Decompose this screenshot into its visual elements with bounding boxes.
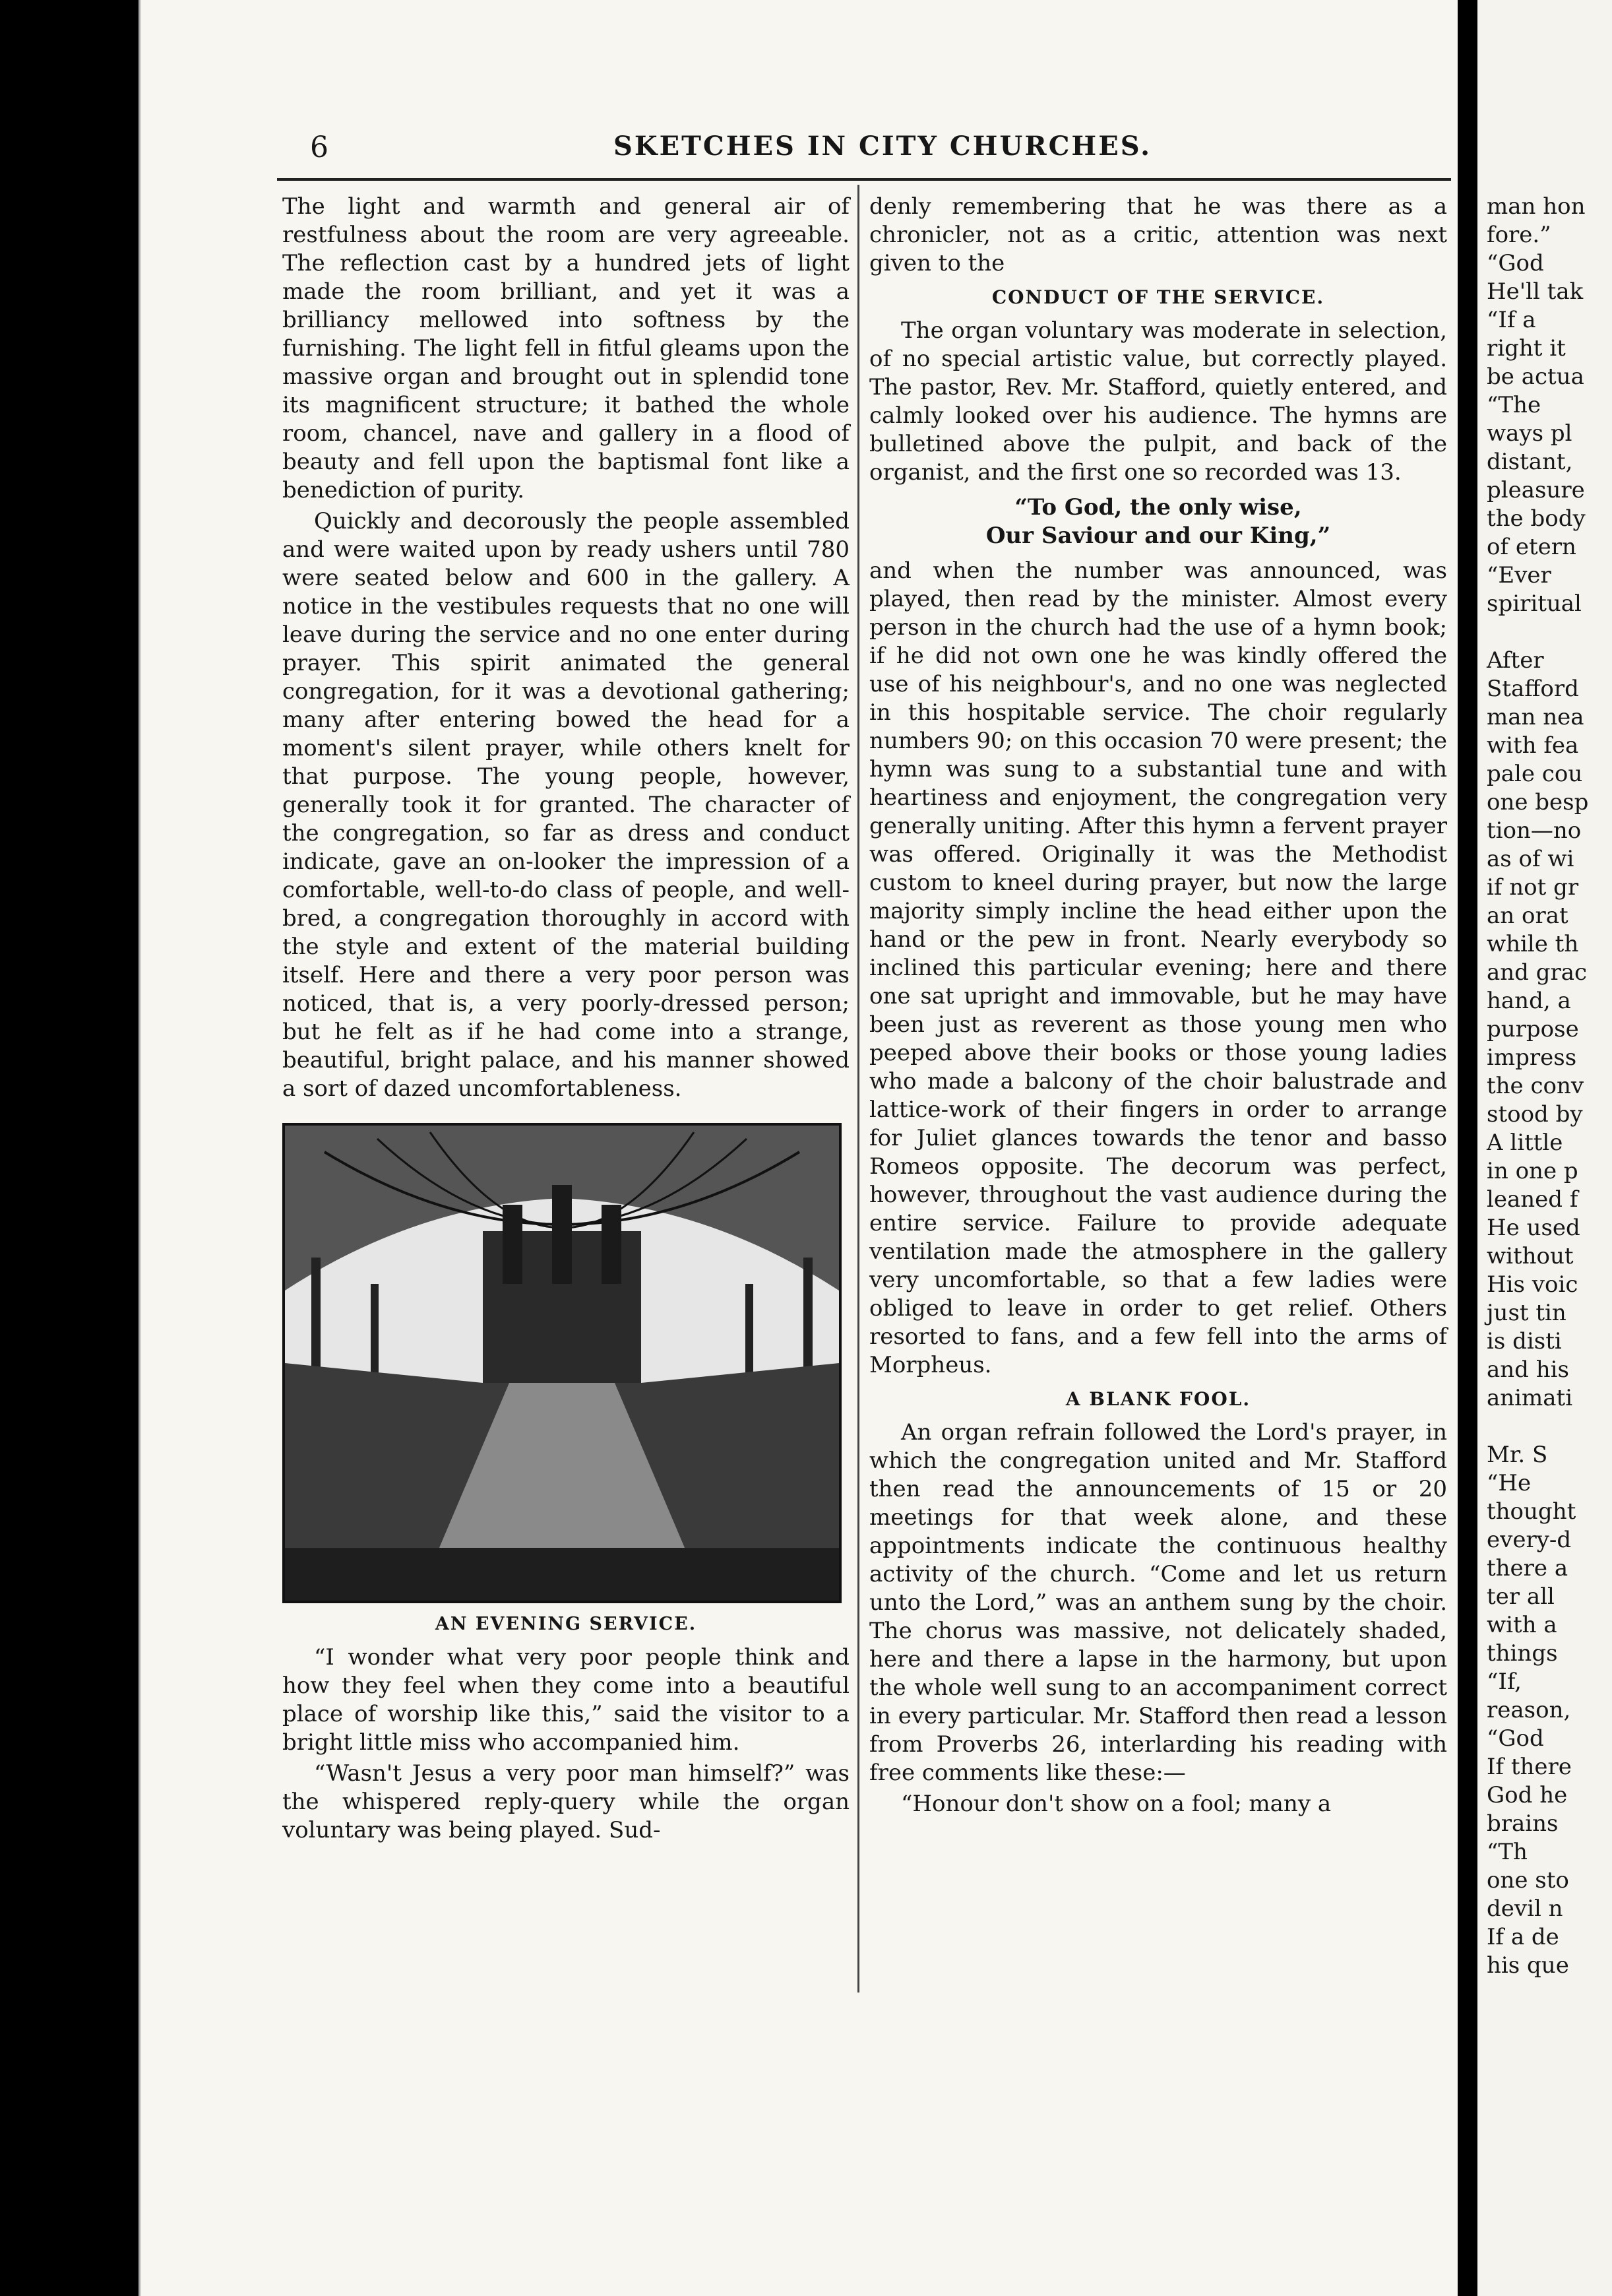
facing-page-line: distant, — [1487, 449, 1573, 475]
facing-page-line: his que — [1487, 1952, 1569, 1979]
facing-page-line: “God — [1487, 1725, 1544, 1752]
paragraph: The light and warmth and general air of restfulness about the room are very agreeable. The reflection cast by a hundred jets of light made the room brilliant, and yet it was a brilliancy mellowed into softness by the furnishing. The light fell in fitful gleams upon the massive organ and brought out in splendid tone its magnificent structure; it bathed the whole room, chancel, nave and gallery in a flood of beauty and fell upon the baptismal font like a benediction of purity. — [282, 193, 850, 503]
facing-page-line: pale cou — [1487, 761, 1583, 787]
paragraph: An organ refrain followed the Lord's prayer, in which the congregation united and Mr. Stafford then read the announcements of 15 or 20 meetings for that week alone, and these appointments indicate the continuous healthy activity of the church. “Come and let us return unto the Lord,” was an anthem sung by the choir. The chorus was massive, not delicately shaded, here and there a lapse in the harmony, but upon the whole well sung to an accompaniment correct in every particular. Mr. Stafford then read a lesson from Proverbs 26, interlarding his reading with free comments like these:— — [869, 1419, 1447, 1786]
facing-page-line: man hon — [1487, 193, 1586, 220]
facing-page-line: of etern — [1487, 534, 1576, 560]
facing-page-line: the conv — [1487, 1073, 1584, 1099]
facing-page-line: pleasure — [1487, 477, 1585, 503]
paragraph: and when the number was announced, was played, then read by the minister. Almost every person in the church had the use of a hymn book; if he did not own one he was kindly offered the use of his neighbour's, and no one was neglected in this hospitable service. The choir regularly numbers 90; on this occasion 70 were present; the hymn was sung to a substantial tune and with heartiness and enjoyment, the congregation very generally uniting. After this hymn a fervent prayer was offered. Originally it was the Methodist custom to kneel during prayer, but now the large majority simply incline the head either upon the hand or the pew in front. Nearly everybody so inclined this particular evening; here and there one sat upright and immovable, but he may have been just as reverent as those young men who peeped above their books or those young ladies who made a balcony of the choir balustrade and lattice-work of their fingers in order to arrange for Juliet glances towards the tenor and basso Romeos opposite. The decorum was perfect, however, throughout the vast audience during the entire service. Failure to provide adequate ventilation made the atmosphere in the gallery very uncomfortable, so that a few ladies were obliged to leave in order to get relief. Others resorted to fans, and a few fell into the arms of Morpheus. — [869, 558, 1447, 1378]
facing-page-line: “He — [1487, 1470, 1532, 1496]
paragraph: “Honour don't show on a fool; many a — [901, 1791, 1332, 1817]
facing-page-line: is disti — [1487, 1328, 1562, 1355]
facing-page-line: as of wi — [1487, 846, 1574, 872]
facing-page-line: right it — [1487, 335, 1566, 362]
facing-page-line: hand, a — [1487, 988, 1571, 1014]
facing-page-line: the body — [1487, 505, 1586, 532]
page-number: 6 — [310, 131, 328, 164]
facing-page-line: impress — [1487, 1044, 1577, 1071]
facing-page-line: just tin — [1487, 1300, 1566, 1326]
facing-page-line: He'll tak — [1487, 278, 1584, 305]
facing-page-line: ways pl — [1487, 420, 1572, 447]
facing-page-line: devil n — [1487, 1896, 1563, 1922]
page-header — [310, 125, 1431, 178]
facing-page-line: and grac — [1487, 959, 1588, 986]
illustration-caption: AN EVENING SERVICE. — [435, 1614, 697, 1634]
facing-page-line: spiritual — [1487, 590, 1582, 617]
facing-page-line: “The — [1487, 392, 1541, 418]
facing-page-line: purpose — [1487, 1016, 1579, 1042]
facing-page-line: in one p — [1487, 1158, 1578, 1184]
paragraph: denly remembering that he was there as a chronicler, not as a critic, attention was next given to the — [869, 193, 1447, 276]
church-interior-illustration — [282, 1123, 842, 1603]
facing-page-line: be actua — [1487, 364, 1584, 390]
facing-page-line: with fea — [1487, 732, 1579, 759]
facing-page-line: ter all — [1487, 1583, 1555, 1610]
facing-page-line: He used — [1487, 1215, 1580, 1241]
facing-page-line: brains — [1487, 1810, 1559, 1837]
facing-page-line: stood by — [1487, 1101, 1583, 1128]
facing-page-line: without — [1487, 1243, 1574, 1269]
facing-page-line — [1487, 618, 1588, 647]
column-left — [282, 193, 850, 1847]
facing-page-line: one sto — [1487, 1867, 1569, 1894]
facing-page-line: if not gr — [1487, 874, 1579, 901]
facing-page-line: “If, — [1487, 1669, 1522, 1695]
facing-page-line: If there — [1487, 1754, 1572, 1780]
paragraph: Quickly and decorously the people assembled and were waited upon by ready ushers until 780 were seated below and 600 in the gallery. A notice in the vestibules requests that no one will leave during the service and no one enter during prayer. This spirit animated the general congregation, for it was a devotional gathering; many after entering bowed the head for a moment's silent prayer, while others knelt for that purpose. The young people, however, generally took it for granted. The character of the congregation, so far as dress and conduct indicate, gave an on-looker the impression of a comfortable, well-to-do class of people, and well-bred, a congregation thoroughly in accord with the style and extent of the material building itself. Here and there a very poor person was noticed, that is, a very poorly-dressed person; but he felt as if he had come into a strange, beautiful, bright palace, and his manner showed a sort of dazed uncomfortableness. — [282, 508, 850, 1102]
facing-page-line: leaned f — [1487, 1186, 1578, 1213]
facing-page-line: with a — [1487, 1612, 1557, 1638]
facing-page-line: If a de — [1487, 1924, 1559, 1950]
facing-page-line: man nea — [1487, 704, 1584, 730]
facing-page-line: there a — [1487, 1555, 1568, 1581]
running-head: SKETCHES IN CITY CHURCHES. — [613, 131, 1152, 162]
illustration-image — [285, 1126, 839, 1601]
hymn-line: “To God, the only wise, — [1014, 494, 1302, 521]
facing-page-line: “Ever — [1487, 562, 1551, 589]
header-rule — [277, 178, 1451, 181]
facing-page-text — [1487, 193, 1588, 1980]
facing-page-line: thought — [1487, 1498, 1576, 1525]
facing-page-line — [1487, 1413, 1588, 1441]
facing-page-line: while th — [1487, 931, 1579, 957]
facing-page-line: one besp — [1487, 789, 1589, 815]
facing-page-line: and his — [1487, 1356, 1569, 1383]
hymn-line: Our Saviour and our King,” — [985, 523, 1331, 549]
facing-page-line: reason, — [1487, 1697, 1571, 1723]
column-right — [869, 193, 1447, 1821]
facing-page-line: “Th — [1487, 1839, 1528, 1865]
facing-page-line: fore.” — [1487, 222, 1551, 248]
paragraph: The organ voluntary was moderate in selection, of no special artistic value, but correctly played. The pastor, Rev. Mr. Stafford, quietly entered, and calmly looked over his audience. The hymns are bulletined above the pulpit, and back of the organist, and the first one so recorded was 13. — [869, 317, 1447, 486]
facing-page-line: God he — [1487, 1782, 1568, 1808]
facing-page-line: Mr. S — [1487, 1442, 1548, 1468]
facing-page-line: “God — [1487, 250, 1544, 276]
hymn-quote — [869, 494, 1447, 550]
facing-page-line: Stafford — [1487, 676, 1579, 702]
paragraph: “I wonder what very poor people think and how they feel when they come into a beautiful place of worship like this,” said the visitor to a bright little miss who accompanied him. — [282, 1644, 850, 1756]
paragraph: “Wasn't Jesus a very poor man himself?” was the whispered reply-query while the organ voluntary was being played. Sud- — [282, 1760, 850, 1843]
facing-page-line: “If a — [1487, 307, 1536, 333]
facing-page-line: After — [1487, 647, 1544, 674]
facing-page-line: every-d — [1487, 1527, 1572, 1553]
facing-page-line: animati — [1487, 1385, 1573, 1411]
column-rule — [857, 185, 859, 1993]
facing-page-line: His voic — [1487, 1271, 1578, 1298]
section-heading: CONDUCT OF THE SERVICE. — [991, 286, 1325, 308]
facing-page-line: tion—no — [1487, 817, 1582, 844]
page-gutter — [1458, 0, 1477, 2296]
section-heading: A BLANK FOOL. — [1065, 1388, 1251, 1410]
facing-page-line: A little — [1487, 1130, 1563, 1156]
facing-page-line: things — [1487, 1640, 1558, 1667]
facing-page-line: an orat — [1487, 903, 1568, 929]
